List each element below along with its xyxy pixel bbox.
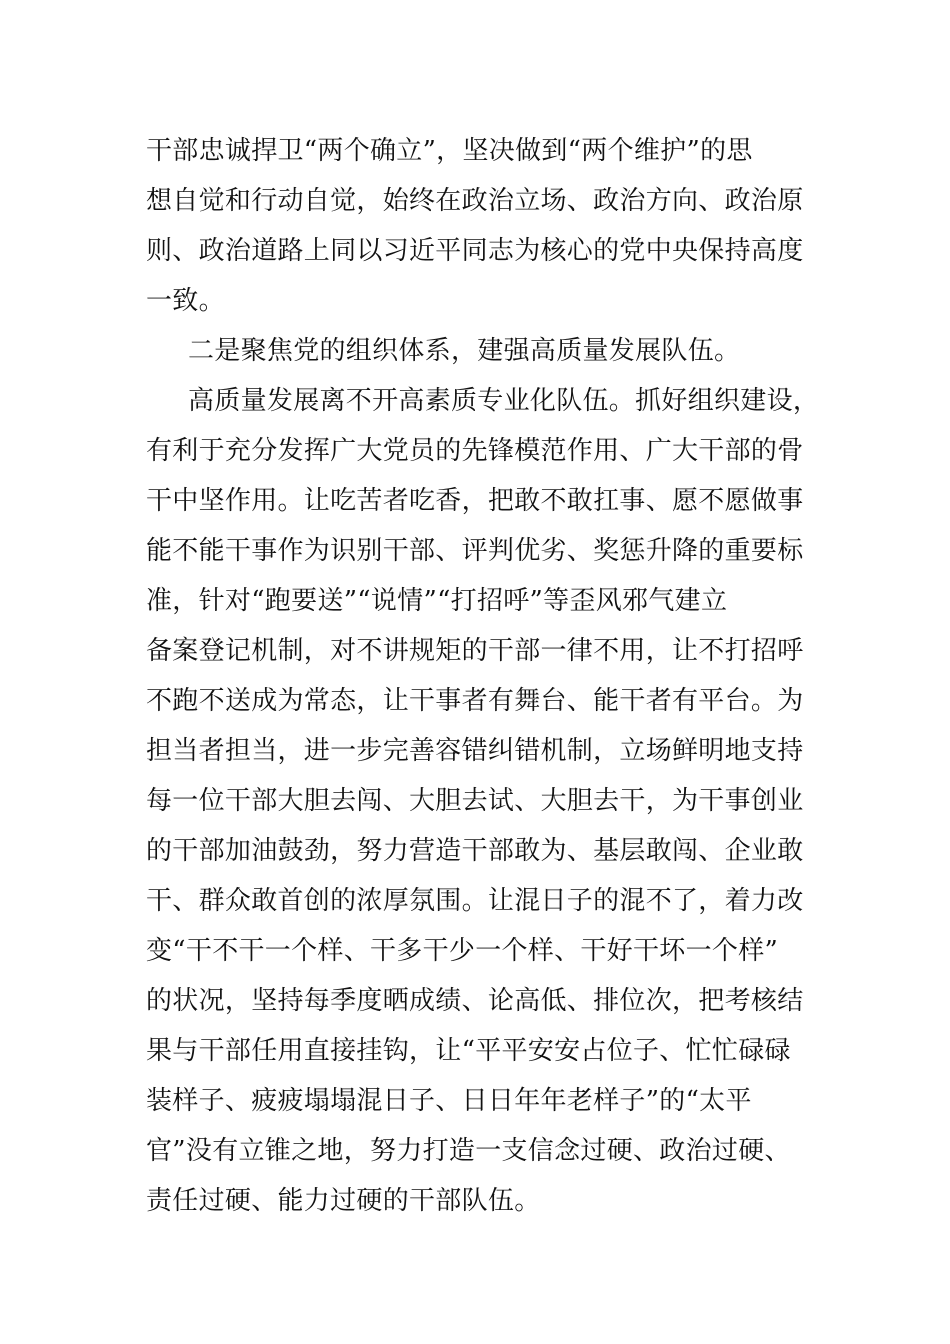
text-line: 能不能干事作为识别干部、评判优劣、奖惩升降的重要标: [146, 536, 804, 566]
text-line: 变“干不干一个样、干多干少一个样、干好干坏一个样”: [146, 936, 779, 966]
text-line: 一致。: [146, 286, 225, 316]
paragraph-start-line: 高质量发展离不开高素质专业化队伍。抓好组织建设，: [188, 386, 820, 416]
text-line: 干、群众敢首创的浓厚氛围。让混日子的混不了，着力改: [146, 886, 804, 916]
text-line: 准，针对“跑要送”“说情”“打招呼”等歪风邪气建立: [146, 586, 728, 616]
text-line: 干中坚作用。让吃苦者吃香，把敢不敢扛事、愿不愿做事: [146, 486, 804, 516]
text-line: 备案登记机制，对不讲规矩的干部一律不用，让不打招呼: [146, 636, 804, 666]
text-line: 装样子、疲疲塌塌混日子、日日年年老样子”的“太平: [146, 1086, 752, 1116]
text-line: 干部忠诚捍卫“两个确立”，坚决做到“两个维护”的思: [146, 136, 753, 166]
text-line: 想自觉和行动自觉，始终在政治立场、政治方向、政治原: [146, 186, 804, 216]
text-line: 官”没有立锥之地，努力打造一支信念过硬、政治过硬、: [146, 1136, 791, 1166]
section-heading: 二是聚焦党的组织体系，建强高质量发展队伍。: [188, 336, 741, 366]
text-line: 果与干部任用直接挂钩，让“平平安安占位子、忙忙碌碌: [146, 1036, 791, 1066]
text-line: 责任过硬、能力过硬的干部队伍。: [146, 1186, 541, 1216]
text-line: 每一位干部大胆去闯、大胆去试、大胆去干，为干事创业: [146, 786, 804, 816]
text-line: 不跑不送成为常态，让干事者有舞台、能干者有平台。为: [146, 686, 804, 716]
text-line: 则、政治道路上同以习近平同志为核心的党中央保持高度: [146, 236, 804, 266]
text-line: 的干部加油鼓劲，努力营造干部敢为、基层敢闯、企业敢: [146, 836, 804, 866]
text-line: 担当者担当，进一步完善容错纠错机制，立场鲜明地支持: [146, 736, 804, 766]
text-line: 的状况，坚持每季度晒成绩、论高低、排位次，把考核结: [146, 986, 804, 1016]
text-line: 有利于充分发挥广大党员的先锋模范作用、广大干部的骨: [146, 436, 804, 466]
